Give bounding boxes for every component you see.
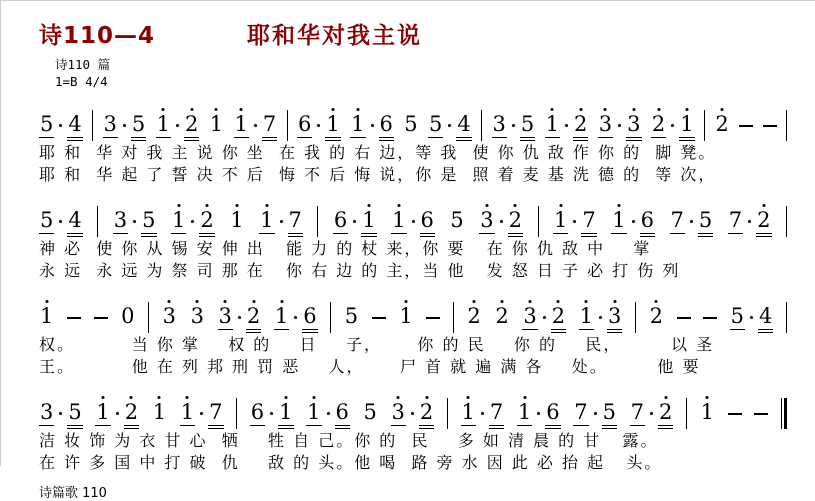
note-group	[700, 399, 715, 424]
note: 7	[630, 399, 644, 424]
barline	[635, 302, 636, 333]
octave-dot	[397, 396, 400, 399]
note-group	[391, 207, 435, 232]
note: 3	[162, 306, 177, 327]
note: 2	[184, 114, 199, 135]
note-group	[363, 399, 378, 424]
note-group	[573, 399, 617, 424]
notation-line	[39, 97, 789, 142]
octave-dot	[190, 108, 193, 111]
note-group	[306, 399, 350, 424]
note-group	[611, 207, 655, 232]
lyric-line-verse1: 神 必 使 你 从 锡 安 伸 出 能 力 的 杖 来，你 要 在 你 仇 敌 中 掌	[39, 238, 652, 258]
note: 2	[199, 210, 214, 231]
note-group	[651, 111, 695, 136]
note: 1	[517, 402, 532, 423]
note-group	[649, 303, 664, 328]
note: 5	[40, 207, 54, 232]
note-group	[333, 207, 377, 232]
note-group	[670, 207, 714, 232]
lyric-line-verse2: 在 许 多 国 中 打 破 仇 敌 的 头。他 喝 路 旁 水 因 此 必 抬 起 头。	[39, 452, 663, 472]
duration-dot	[238, 316, 241, 319]
note: 6	[250, 399, 265, 424]
duration-dot	[411, 412, 414, 415]
lyric-line-verse1: 洁 妆 饰 为 衣 甘 心 牺 牲 自 己。你 的 民 多 如 清 晨 的 甘 露。	[39, 430, 659, 450]
duration-dot	[353, 220, 356, 223]
note: 1	[152, 402, 167, 423]
octave-dot	[559, 204, 562, 207]
sustain-dash	[67, 317, 81, 319]
note: 6	[546, 399, 560, 424]
note-group	[39, 399, 83, 424]
duration-dot	[565, 124, 568, 127]
barline	[330, 302, 331, 333]
octave-dot	[762, 204, 765, 207]
note: 2	[756, 210, 771, 231]
note: 2	[551, 306, 566, 327]
octave-dot	[177, 204, 180, 207]
duration-dot	[481, 412, 484, 415]
note: 1	[209, 114, 224, 135]
barline	[686, 398, 687, 429]
duration-dot	[200, 412, 203, 415]
lyric-line-verse2: 永 远 永 远 为 祭 司 那 在 你 右 边 的 主，当 他 发 怒 日 子 必 打 伤 列	[39, 260, 681, 280]
octave-dot	[168, 300, 171, 303]
note: 1	[579, 306, 594, 327]
octave-dot	[356, 108, 359, 111]
note-group	[391, 399, 435, 424]
duration-dot	[191, 220, 194, 223]
meta-block	[55, 57, 789, 91]
note: 2	[124, 402, 139, 423]
note: 1	[278, 402, 293, 423]
note: 5	[602, 399, 616, 424]
note-group	[209, 111, 224, 136]
note-group	[350, 111, 394, 136]
note-group	[180, 399, 224, 424]
thick-barline	[784, 398, 787, 429]
note: 4	[68, 111, 82, 136]
notation-systems	[39, 97, 789, 474]
note: 2	[466, 306, 481, 327]
octave-dot	[613, 300, 616, 303]
duration-dot	[537, 412, 540, 415]
note: 1	[361, 210, 376, 231]
note: 1	[553, 210, 568, 231]
note-group	[428, 111, 472, 136]
note: 3	[103, 111, 117, 136]
note: 3	[626, 114, 641, 135]
note: 6	[335, 399, 349, 424]
note: 1	[259, 210, 274, 231]
note-group	[728, 207, 772, 232]
system-2	[39, 193, 789, 282]
note-group	[95, 399, 139, 424]
octave-dot	[655, 300, 658, 303]
note-group	[250, 399, 294, 424]
octave-dot	[617, 204, 620, 207]
barline	[453, 302, 454, 333]
hymn-title: 耶和华对我主说	[247, 23, 423, 49]
note: 3	[218, 306, 233, 327]
sustain-dash	[754, 413, 768, 415]
title-row	[39, 17, 789, 50]
note: 3	[40, 399, 54, 424]
octave-dot	[332, 108, 335, 111]
note: 1	[180, 402, 195, 423]
duration-dot	[632, 220, 635, 223]
note: 2	[419, 402, 434, 423]
duration-dot	[573, 220, 576, 223]
barline	[92, 110, 93, 141]
note: 3	[479, 210, 494, 231]
note-group	[598, 111, 642, 136]
sustain-dash	[728, 413, 742, 415]
octave-dot	[280, 300, 283, 303]
note: 1	[461, 402, 476, 423]
barline	[481, 110, 482, 141]
octave-dot	[312, 396, 315, 399]
lyric-line-verse1: 耶 和 华 对 我 主 说 你 坐 在 我 的 右 边，等 我 使 你 仇 敌 作 你 的 脚 凳。	[39, 142, 717, 162]
note: 6	[333, 207, 348, 232]
note: 5	[142, 207, 156, 232]
note-group	[449, 207, 464, 232]
notation-line	[39, 385, 789, 430]
note: 2	[494, 306, 509, 327]
octave-dot	[514, 204, 517, 207]
note: 2	[714, 114, 729, 135]
key-time-signature: 1=B 4/4	[55, 73, 108, 89]
barline	[317, 206, 318, 237]
lyric-line-verse2: 耶 和 华 起 了 誓 决 不 后 悔 不 后 悔 说，你 是 照 着 麦 基 洗 德 的 等 次，	[39, 164, 717, 184]
system-4	[39, 385, 789, 474]
duration-dot	[59, 220, 62, 223]
barline	[538, 206, 539, 237]
duration-dot	[317, 124, 320, 127]
duration-dot	[650, 412, 653, 415]
sustain-dash	[739, 125, 753, 127]
note: 2	[246, 306, 261, 327]
duration-dot	[280, 220, 283, 223]
note-group	[162, 303, 177, 328]
duration-dot	[254, 124, 257, 127]
octave-dot	[224, 300, 227, 303]
octave-dot	[467, 396, 470, 399]
sustain-dash	[703, 317, 717, 319]
duration-dot	[176, 124, 179, 127]
note: 5	[131, 111, 146, 136]
duration-dot	[59, 412, 62, 415]
octave-dot	[604, 108, 607, 111]
octave-dot	[265, 204, 268, 207]
duration-dot	[116, 412, 119, 415]
note-group	[39, 207, 83, 232]
note: 7	[582, 207, 596, 232]
note-group	[630, 399, 674, 424]
note-group	[494, 303, 509, 328]
octave-dot	[130, 396, 133, 399]
octave-dot	[425, 396, 428, 399]
duration-dot	[543, 316, 546, 319]
note-group	[714, 111, 729, 136]
octave-dot	[235, 204, 238, 207]
barline	[287, 110, 288, 141]
note: 5	[698, 207, 713, 232]
note: 7	[728, 207, 743, 232]
note: 1	[234, 114, 249, 135]
barline	[786, 110, 787, 141]
note: 1	[325, 114, 340, 135]
octave-dot	[523, 396, 526, 399]
octave-dot	[158, 396, 161, 399]
note: 3	[522, 306, 537, 327]
octave-dot	[501, 300, 504, 303]
note: 5	[363, 399, 377, 424]
note: 5	[68, 399, 82, 424]
note: 5	[429, 111, 443, 136]
note: 7	[574, 399, 588, 424]
note: 6	[298, 111, 312, 136]
note: 1	[306, 402, 321, 423]
duration-dot	[748, 220, 751, 223]
duration-dot	[690, 220, 693, 223]
octave-dot	[397, 204, 400, 207]
note-group	[103, 111, 147, 136]
note: 6	[420, 207, 434, 232]
note: 1	[171, 210, 186, 231]
octave-dot	[529, 300, 532, 303]
note: 2	[658, 402, 673, 423]
octave-dot	[485, 204, 488, 207]
note: 3	[113, 207, 128, 232]
sustain-dash	[426, 317, 440, 319]
note: 1	[95, 402, 110, 423]
octave-dot	[252, 300, 255, 303]
note: 1	[274, 306, 289, 327]
barline	[786, 206, 787, 237]
octave-dot	[215, 108, 218, 111]
system-1	[39, 97, 789, 186]
note: 1	[229, 210, 244, 231]
note-group	[39, 111, 83, 136]
note-group	[156, 111, 200, 136]
note: 3	[598, 114, 613, 135]
barline	[447, 398, 448, 429]
note-group	[190, 303, 205, 328]
note: 1	[611, 210, 626, 231]
octave-dot	[284, 396, 287, 399]
note-group	[479, 207, 523, 232]
duration-dot	[448, 124, 451, 127]
barline	[786, 302, 787, 333]
note: 5	[520, 111, 535, 136]
note: 1	[350, 114, 365, 135]
note: 5	[450, 207, 464, 232]
note-group	[579, 303, 623, 328]
note-group	[120, 303, 135, 328]
octave-dot	[557, 300, 560, 303]
note-group	[218, 303, 262, 328]
octave-dot	[585, 300, 588, 303]
octave-dot	[367, 204, 370, 207]
note: 7	[670, 207, 684, 232]
duration-dot	[618, 124, 621, 127]
note-group	[398, 303, 413, 328]
note: 4	[457, 111, 471, 136]
lyric-line-verse2: 王。 他 在 列 邦 刑 罚 恶 人， 尸 首 就 遍 满 各 处。 他 要	[39, 356, 701, 376]
note: 1	[545, 114, 560, 135]
octave-dot	[240, 108, 243, 111]
thin-barline	[781, 398, 782, 429]
octave-dot	[632, 108, 635, 111]
octave-dot	[473, 300, 476, 303]
note: 6	[379, 111, 393, 136]
duration-dot	[671, 124, 674, 127]
note-group	[466, 303, 481, 328]
note: 4	[759, 303, 773, 328]
note-group	[234, 111, 278, 136]
sustain-dash	[372, 317, 386, 319]
note: 1	[39, 306, 54, 327]
note: 1	[700, 402, 715, 423]
duration-dot	[594, 412, 597, 415]
duration-dot	[512, 124, 515, 127]
note: 3	[391, 402, 406, 423]
duration-dot	[371, 124, 374, 127]
note: 7	[262, 111, 277, 136]
octave-dot	[186, 396, 189, 399]
note-group	[344, 303, 359, 328]
octave-dot	[706, 396, 709, 399]
note: 1	[391, 210, 406, 231]
note: 6	[640, 207, 654, 232]
system-3	[39, 289, 789, 378]
octave-dot	[206, 204, 209, 207]
note: 6	[303, 303, 317, 328]
note: 7	[209, 399, 223, 424]
sustain-dash	[94, 317, 108, 319]
note-group	[274, 303, 318, 328]
note: 3	[492, 111, 506, 136]
barline	[236, 398, 237, 429]
notation-line	[39, 193, 789, 238]
duration-dot	[599, 316, 602, 319]
note: 4	[68, 207, 82, 232]
note: 1	[679, 114, 694, 135]
note-group	[517, 399, 561, 424]
note-group	[39, 303, 54, 328]
note-group	[461, 399, 505, 424]
sustain-dash	[677, 317, 691, 319]
octave-dot	[102, 396, 105, 399]
duration-dot	[59, 124, 62, 127]
note: 5	[730, 303, 745, 328]
songbook-reference: 诗篇歌 110	[39, 485, 107, 501]
notation-line	[39, 289, 789, 334]
note: 1	[156, 114, 171, 135]
note: 7	[288, 207, 302, 232]
psalm-reference: 诗110 篇	[55, 57, 111, 72]
barline	[704, 110, 705, 141]
duration-dot	[294, 316, 297, 319]
note: 3	[190, 306, 205, 327]
note-group	[403, 111, 418, 136]
note: 5	[404, 111, 418, 136]
duration-dot	[412, 220, 415, 223]
octave-dot	[405, 300, 408, 303]
octave-dot	[721, 108, 724, 111]
note-group	[522, 303, 566, 328]
rest: 0	[121, 303, 135, 328]
octave-dot	[196, 300, 199, 303]
lyric-line-verse1: 权。 当 你 掌 权 的 日 子， 你 的 民 你 的 民， 以 圣	[39, 334, 715, 354]
note: 2	[573, 114, 588, 135]
note: 1	[398, 306, 413, 327]
note: 5	[344, 303, 359, 328]
octave-dot	[685, 108, 688, 111]
note-group	[229, 207, 244, 232]
note-group	[259, 207, 303, 232]
duration-dot	[327, 412, 330, 415]
hymn-number: 诗110—4	[39, 23, 156, 49]
octave-dot	[579, 108, 582, 111]
duration-dot	[133, 220, 136, 223]
barline	[97, 206, 98, 237]
note-group	[553, 207, 597, 232]
barline	[148, 302, 149, 333]
note-group	[297, 111, 341, 136]
sustain-dash	[763, 125, 777, 127]
note-group	[152, 399, 167, 424]
note-group	[492, 111, 536, 136]
note-group	[730, 303, 774, 328]
octave-dot	[162, 108, 165, 111]
octave-dot	[45, 300, 48, 303]
duration-dot	[750, 316, 753, 319]
duration-dot	[123, 124, 126, 127]
note: 3	[607, 306, 622, 327]
octave-dot	[551, 108, 554, 111]
duration-dot	[500, 220, 503, 223]
duration-dot	[270, 412, 273, 415]
note: 2	[651, 114, 666, 135]
octave-dot	[664, 396, 667, 399]
note: 2	[649, 306, 664, 327]
note-group	[113, 207, 157, 232]
final-barline	[781, 398, 787, 429]
note: 5	[40, 111, 54, 136]
note: 2	[508, 210, 523, 231]
note: 7	[489, 399, 504, 424]
note-group	[171, 207, 215, 232]
octave-dot	[657, 108, 660, 111]
note-group	[545, 111, 589, 136]
